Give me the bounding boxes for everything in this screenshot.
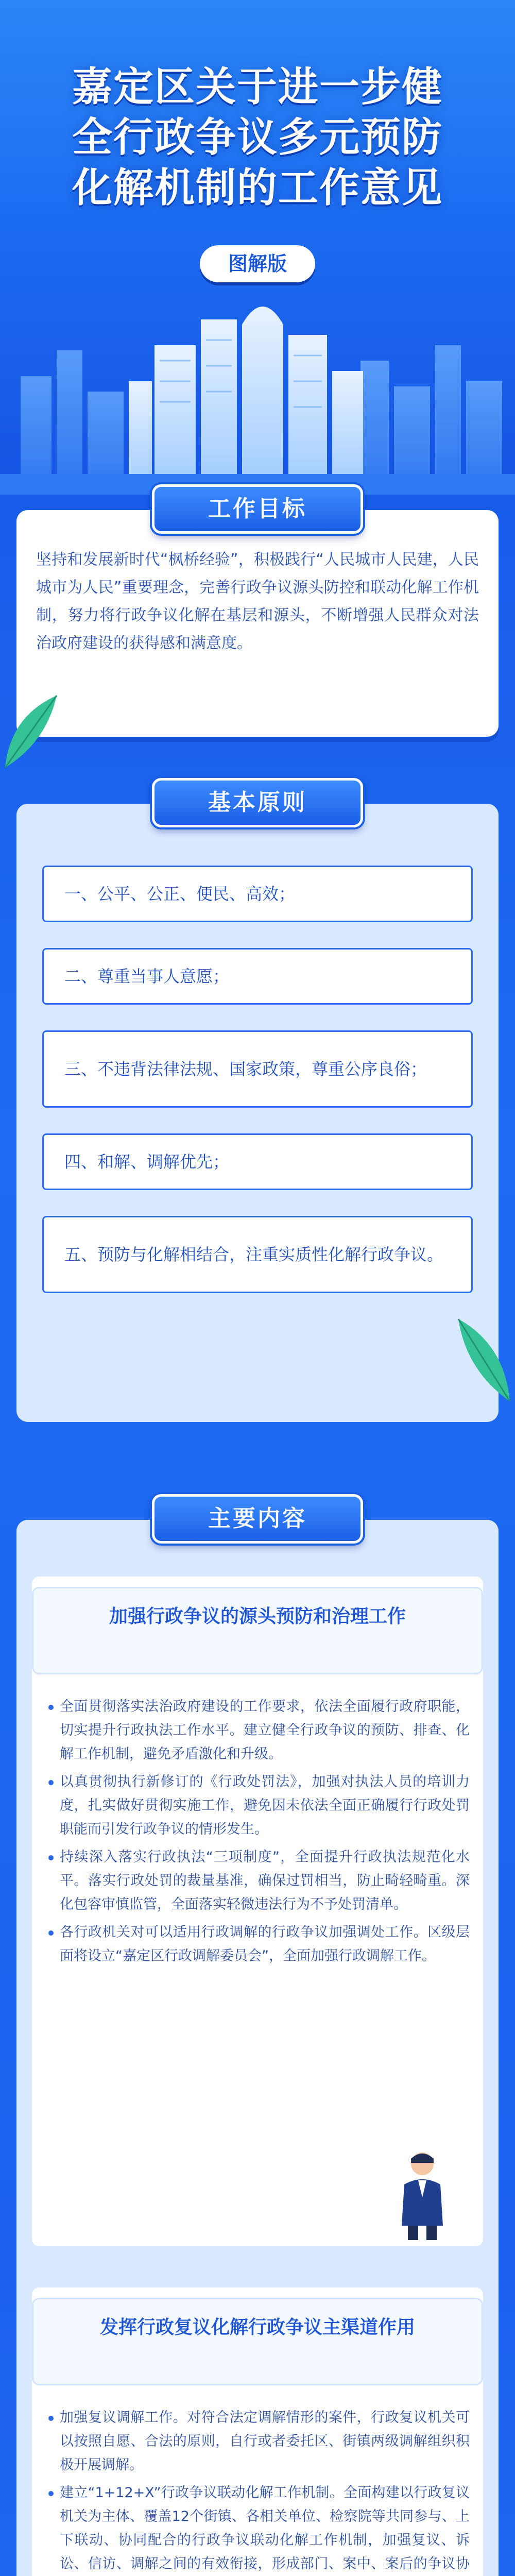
subsection-title-1: 加强行政争议的源头预防和治理工作 xyxy=(109,1606,406,1627)
content-section-header: 主要内容 xyxy=(152,1494,363,1544)
goal-text: 坚持和发展新时代“枫桥经验”，积极践行“人民城市人民建，人民城市为人民”重要理念，完善行政争议源头防控和联动化解工作机制，努力将行政争议化解在基层和源头，不断增强人民群众对法治政府建设的获得感和满意度。 xyxy=(36,551,479,652)
principle-item: 一、公平、公正、便民、高效； xyxy=(42,866,473,922)
leaf-decoration-icon xyxy=(0,685,72,773)
subsection-list-1 xyxy=(47,1695,470,1972)
list-item: 建立“1+12+X”行政争议联动化解工作机制。全面构建以行政复议机关为主体、覆盖12个街镇、各相关单位、检察院等共同参与、上下联动、协同配合的行政争议联动化解工作机制，加强复议、诉讼、信访、调解之间的有效衔接，形成部门、案中、案后的争议协 xyxy=(47,2481,470,2576)
infographic-badge: 图解版 xyxy=(200,245,315,282)
goal-section-header: 工作目标 xyxy=(152,484,363,534)
subsection-list-2 xyxy=(47,2406,470,2576)
subsection-title-2: 发挥行政复议化解行政争议主渠道作用 xyxy=(99,2317,415,2338)
list-item: 各行政机关对可以适用行政调解的行政争议加强调处工作。区级层面将设立“嘉定区行政调解委员会”，全面加强行政调解工作。 xyxy=(47,1921,470,1968)
person-illustration-icon xyxy=(391,2148,453,2241)
principle-item: 二、尊重当事人意愿； xyxy=(42,948,473,1005)
list-item: 全面贯彻落实法治政府建设的工作要求，依法全面履行政府职能，切实提升行政执法工作水平。建立健全行政争议的预防、排查、化解工作机制，避免矛盾激化和升级。 xyxy=(47,1695,470,1766)
principle-item: 三、不违背法律法规、国家政策，尊重公序良俗； xyxy=(42,1030,473,1108)
list-item: 持续深入落实行政执法“三项制度”，全面提升行政执法规范化水平。落实行政处罚的裁量基准，确保过罚相当，防止畸轻畸重。深化包容审慎监管，全面落实轻微违法行为不予处罚清单。 xyxy=(47,1845,470,1917)
title-line-1: 嘉定区关于进一步健 xyxy=(72,64,443,110)
list-item: 加强复议调解工作。对符合法定调解情形的案件，行政复议机关可以按照自愿、合法的原则，自行或者委托区、街镇两级调解组织积极开展调解。 xyxy=(47,2406,470,2477)
page-title xyxy=(21,62,494,213)
leaf-decoration-icon xyxy=(443,1309,515,1406)
list-item: 以真贯彻执行新修订的《行政处罚法》，加强对执法人员的培训力度，扎实做好贯彻实施工作，避免因未依法全面正确履行行政处罚职能而引发行政争议的情形发生。 xyxy=(47,1770,470,1841)
principles-section-header: 基本原则 xyxy=(152,778,363,827)
principle-item: 五、预防与化解相结合，注重实质性化解行政争议。 xyxy=(42,1216,473,1293)
title-line-2: 全行政争议多元预防 xyxy=(72,114,443,161)
principle-item: 四、和解、调解优先； xyxy=(42,1133,473,1190)
hero-banner xyxy=(0,0,515,495)
title-line-3: 化解机制的工作意见 xyxy=(72,165,443,211)
city-skyline-illustration xyxy=(0,289,515,495)
